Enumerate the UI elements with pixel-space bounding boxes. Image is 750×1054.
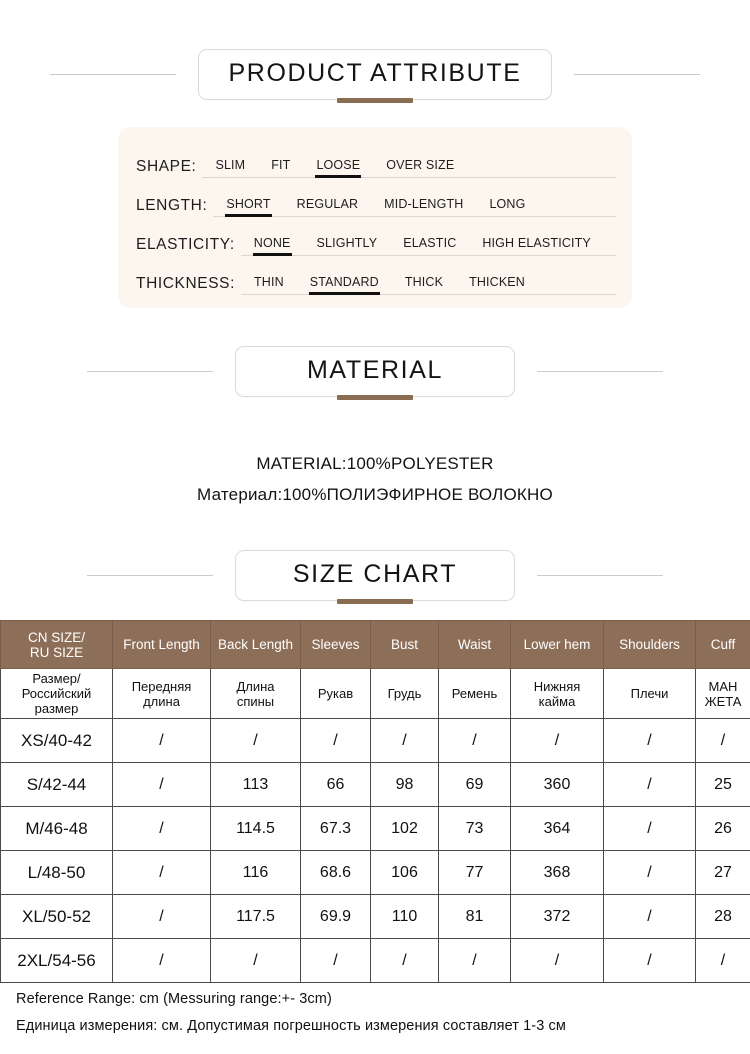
cell-size: S/42-44 <box>1 763 113 807</box>
col-header-waist: Waist <box>439 621 511 669</box>
cell-cuff: / <box>696 939 750 983</box>
material-line-en: MATERIAL:100%POLYESTER <box>256 454 494 473</box>
attribute-row-shape <box>136 144 616 178</box>
cell-size: XL/50-52 <box>1 895 113 939</box>
cell-back-length: 113 <box>211 763 301 807</box>
attribute-options-length <box>213 197 616 217</box>
note-line-en: Reference Range: cm (Messuring range:+- 3cm) <box>16 991 332 1007</box>
cell-shoulders: / <box>604 939 696 983</box>
cell-shoulders: / <box>604 851 696 895</box>
cell-sleeves: / <box>301 719 371 763</box>
attribute-label-elasticity: ELASTICITY: <box>136 236 235 254</box>
attribute-option-thin[interactable]: THIN <box>254 275 284 290</box>
table-row <box>1 939 750 983</box>
cell-front-length: / <box>113 851 211 895</box>
attribute-option-thicken[interactable]: THICKEN <box>469 275 525 290</box>
cell-shoulders: / <box>604 763 696 807</box>
cell-waist: 73 <box>439 807 511 851</box>
cell-cuff: 27 <box>696 851 750 895</box>
attribute-option-short[interactable]: SHORT <box>213 197 283 213</box>
col-header-ru-front-length: Передняя длина <box>113 669 211 719</box>
cell-waist: 69 <box>439 763 511 807</box>
table-row <box>1 807 750 851</box>
size-chart-table <box>0 620 750 983</box>
cell-back-length: 116 <box>211 851 301 895</box>
attribute-option-thick[interactable]: THICK <box>404 275 444 290</box>
col-header-front-length: Front Length <box>113 621 211 669</box>
cell-lower-hem: 372 <box>511 895 604 939</box>
section-title-text: MATERIAL <box>307 355 443 384</box>
col-header-lower-hem: Lower hem <box>511 621 604 669</box>
cell-back-length: / <box>211 939 301 983</box>
col-header-shoulders: Shoulders <box>604 621 696 669</box>
col-header-ru-lower-hem: Нижняя кайма <box>511 669 604 719</box>
cell-waist: / <box>439 719 511 763</box>
table-row <box>1 851 750 895</box>
cell-sleeves: / <box>301 939 371 983</box>
cell-bust: / <box>371 939 439 983</box>
header-rule-right <box>574 74 700 75</box>
attribute-option-regular[interactable]: REGULAR <box>296 196 359 211</box>
attribute-option-over-size[interactable]: OVER SIZE <box>386 157 455 172</box>
cell-back-length: 117.5 <box>211 895 301 939</box>
size-chart-body <box>1 719 750 983</box>
section-title-pill-wrap <box>235 550 515 601</box>
cell-sleeves: 66 <box>301 763 371 807</box>
section-title-text: SIZE CHART <box>292 559 458 588</box>
cell-lower-hem: 368 <box>511 851 604 895</box>
accent-underline-bar <box>337 599 413 604</box>
col-header-ru-back-length: Длина спины <box>211 669 301 719</box>
attribute-rows <box>118 127 632 308</box>
cell-bust: 102 <box>371 807 439 851</box>
cell-shoulders: / <box>604 719 696 763</box>
cell-size: 2XL/54-56 <box>1 939 113 983</box>
cell-front-length: / <box>113 895 211 939</box>
attribute-row-elasticity <box>136 222 616 256</box>
material-line-ru: Материал:100%ПОЛИЭФИРНОЕ ВОЛОКНО <box>197 485 553 504</box>
cell-back-length: / <box>211 719 301 763</box>
attribute-option-standard[interactable]: STANDARD <box>297 275 392 291</box>
product-attribute-panel <box>118 127 632 308</box>
attribute-option-mid-length[interactable]: MID-LENGTH <box>384 196 464 211</box>
table-row <box>1 719 750 763</box>
attribute-option-elastic[interactable]: ELASTIC <box>403 236 457 251</box>
col-header-cuff: Cuff <box>696 621 750 669</box>
cell-waist: / <box>439 939 511 983</box>
col-header-ru-size: Размер/ Российский размер <box>1 669 113 719</box>
attribute-option-high-elasticity[interactable]: HIGH ELASTICITY <box>482 236 591 251</box>
cell-front-length: / <box>113 807 211 851</box>
attribute-label-shape: SHAPE: <box>136 157 197 175</box>
cell-waist: 81 <box>439 895 511 939</box>
cell-waist: 77 <box>439 851 511 895</box>
attribute-option-slightly[interactable]: SLIGHTLY <box>316 236 378 251</box>
attribute-label-thickness: THICKNESS: <box>136 275 236 293</box>
attribute-options-shape <box>202 158 616 178</box>
attribute-option-long[interactable]: LONG <box>489 196 526 211</box>
attribute-options-elasticity <box>241 236 616 256</box>
header-rule-right <box>537 575 663 576</box>
note-line-ru: Единица измерения: см. Допустимая погрешность измерения составляет 1-3 см <box>16 1018 566 1034</box>
attribute-label-length: LENGTH: <box>136 196 208 214</box>
col-header-ru-cuff: МАН ЖЕТА <box>696 669 750 719</box>
col-header-ru-bust: Грудь <box>371 669 439 719</box>
attribute-option-loose[interactable]: LOOSE <box>303 158 373 174</box>
attribute-options-thickness <box>241 275 616 295</box>
attribute-row-length <box>136 183 616 217</box>
cell-bust: 110 <box>371 895 439 939</box>
cell-shoulders: / <box>604 895 696 939</box>
cell-front-length: / <box>113 939 211 983</box>
col-header-bust: Bust <box>371 621 439 669</box>
cell-lower-hem: / <box>511 939 604 983</box>
cell-lower-hem: 360 <box>511 763 604 807</box>
cell-front-length: / <box>113 763 211 807</box>
section-header-product-attribute <box>0 46 750 102</box>
cell-cuff: / <box>696 719 750 763</box>
cell-cuff: 28 <box>696 895 750 939</box>
header-rule-right <box>537 371 663 372</box>
section-title-pill-product-attribute <box>198 49 553 100</box>
col-header-back-length: Back Length <box>211 621 301 669</box>
size-chart-head <box>1 621 750 719</box>
cell-sleeves: 68.6 <box>301 851 371 895</box>
section-title-pill-size-chart <box>235 550 515 601</box>
cell-lower-hem: / <box>511 719 604 763</box>
table-header-row-ru <box>1 669 750 719</box>
material-block <box>0 448 750 510</box>
cell-sleeves: 67.3 <box>301 807 371 851</box>
col-header-ru-shoulders: Плечи <box>604 669 696 719</box>
section-header-material <box>0 343 750 399</box>
cell-bust: 98 <box>371 763 439 807</box>
section-title-text: PRODUCT ATTRIBUTE <box>228 58 522 87</box>
cell-cuff: 25 <box>696 763 750 807</box>
cell-front-length: / <box>113 719 211 763</box>
header-rule-left <box>87 575 213 576</box>
attribute-option-slim[interactable]: SLIM <box>215 157 246 172</box>
attribute-row-thickness <box>136 261 616 295</box>
cell-bust: 106 <box>371 851 439 895</box>
cell-size: L/48-50 <box>1 851 113 895</box>
cell-shoulders: / <box>604 807 696 851</box>
section-title-pill-wrap <box>198 49 553 100</box>
accent-underline-bar <box>337 395 413 400</box>
section-header-size-chart <box>0 547 750 603</box>
section-title-pill-wrap <box>235 346 515 397</box>
col-header-ru-waist: Ремень <box>439 669 511 719</box>
attribute-option-none[interactable]: NONE <box>241 236 304 252</box>
table-header-row-en <box>1 621 750 669</box>
col-header-ru-sleeves: Рукав <box>301 669 371 719</box>
cell-sleeves: 69.9 <box>301 895 371 939</box>
col-header-cn-ru-size: CN SIZE/ RU SIZE <box>1 621 113 669</box>
cell-bust: / <box>371 719 439 763</box>
table-row <box>1 763 750 807</box>
header-rule-left <box>50 74 176 75</box>
cell-cuff: 26 <box>696 807 750 851</box>
col-header-sleeves: Sleeves <box>301 621 371 669</box>
accent-underline-bar <box>337 98 413 103</box>
table-row <box>1 895 750 939</box>
section-title-pill-material <box>235 346 515 397</box>
cell-lower-hem: 364 <box>511 807 604 851</box>
cell-back-length: 114.5 <box>211 807 301 851</box>
cell-size: XS/40-42 <box>1 719 113 763</box>
attribute-option-fit[interactable]: FIT <box>271 157 291 172</box>
header-rule-left <box>87 371 213 372</box>
measurement-notes <box>16 986 746 1040</box>
cell-size: M/46-48 <box>1 807 113 851</box>
